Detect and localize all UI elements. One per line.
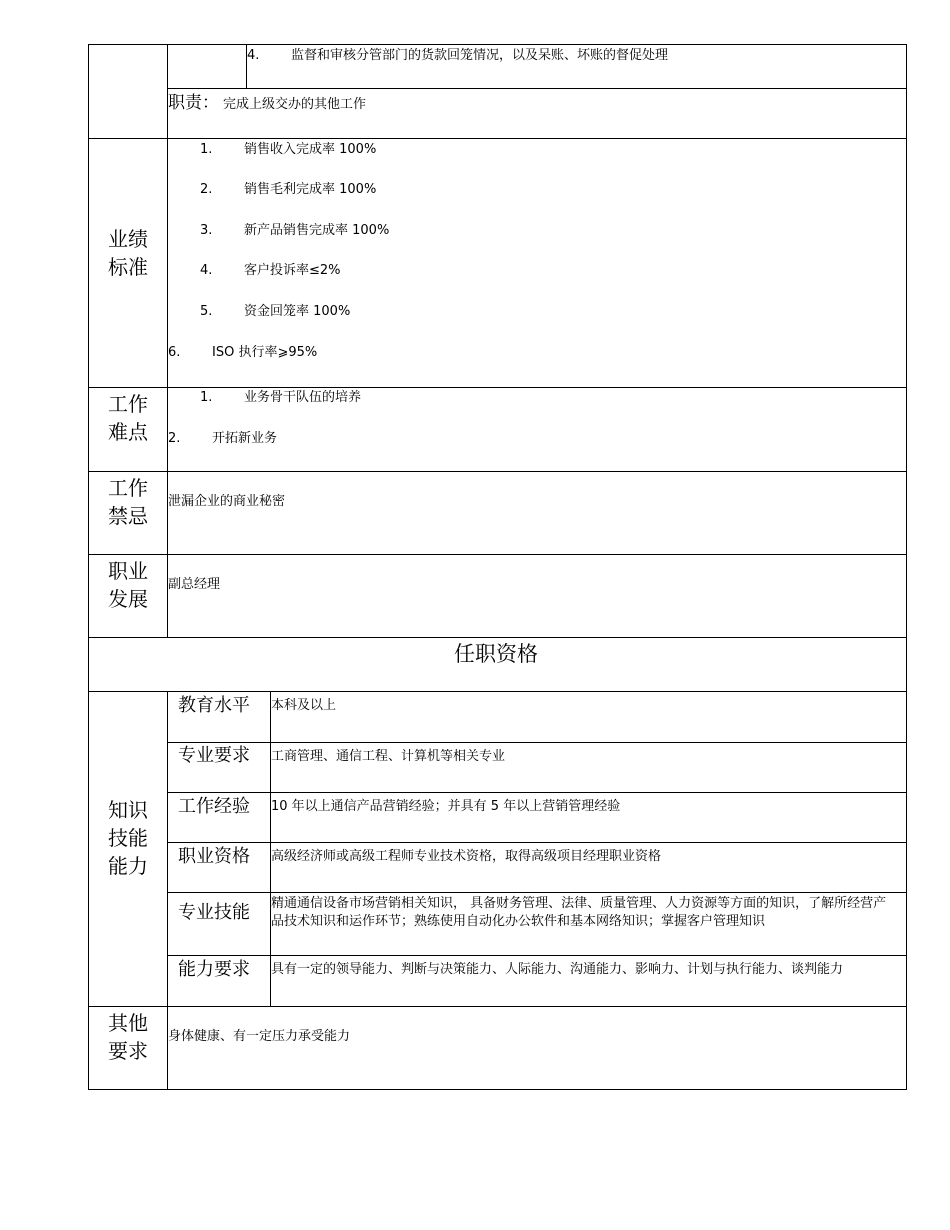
row-divider — [88, 387, 907, 388]
other-text: 身体健康、有一定压力承受能力 — [168, 1029, 351, 1044]
knowledge-row-label: 工作经验 — [178, 796, 250, 817]
row-divider — [88, 691, 907, 692]
performance-item-text: ISO 执行率⩾95% — [212, 345, 318, 360]
knowledge-row-value: 精通通信设备市场营销相关知识， 具备财务管理、法律、质量管理、人力资源等方面的知识，了解所经营产品技术知识和运作环节；熟练使用自动化办公软件和基本网络知识；掌握客户管理知识 — [271, 896, 887, 929]
performance-item-number: 6. — [168, 345, 181, 360]
row-divider — [88, 637, 907, 638]
row-divider — [88, 471, 907, 472]
performance-item-text: 资金回笼率 100% — [244, 304, 351, 319]
table-border-bottom — [88, 1089, 907, 1090]
knowledge-row-value: 高级经济师或高级工程师专业技术资格，取得高级项目经理职业资格 — [271, 849, 662, 864]
knowledge-row-label: 专业技能 — [178, 902, 250, 923]
row-divider — [167, 892, 907, 893]
performance-item-number: 2. — [200, 182, 213, 197]
row-divider — [167, 955, 907, 956]
other-header: 其他 要求 — [108, 1011, 148, 1063]
knowledge-row-value: 工商管理、通信工程、计算机等相关专业 — [271, 749, 506, 764]
knowledge-row-label: 能力要求 — [178, 959, 250, 980]
table-border-top — [88, 44, 907, 45]
performance-item-text: 销售毛利完成率 100% — [244, 182, 377, 197]
row-divider — [88, 138, 907, 139]
difficulty-item-text: 开拓新业务 — [212, 431, 278, 446]
row-divider — [88, 1006, 907, 1007]
difficulty-item-text: 业务骨干队伍的培养 — [244, 390, 362, 405]
performance-item-text: 客户投诉率≤2% — [244, 263, 341, 278]
performance-item-text: 销售收入完成率 100% — [244, 142, 377, 157]
performance-item-number: 4. — [200, 263, 213, 278]
career-text: 副总经理 — [168, 577, 221, 592]
knowledge-row-label: 职业资格 — [178, 846, 250, 867]
difficulty-item-number: 2. — [168, 431, 181, 446]
row-divider — [167, 842, 907, 843]
performance-item-number: 1. — [200, 142, 213, 157]
performance-header: 业绩 标准 — [108, 227, 148, 279]
performance-item-number: 3. — [200, 223, 213, 238]
qualification-title: 任职资格 — [454, 642, 538, 666]
row-divider — [167, 792, 907, 793]
row-divider — [167, 88, 907, 89]
duty-item-number: 4. — [247, 48, 260, 63]
knowledge-row-label: 教育水平 — [178, 695, 250, 716]
taboo-text: 泄漏企业的商业秘密 — [168, 494, 286, 509]
row-divider — [88, 554, 907, 555]
career-header: 职业 发展 — [108, 559, 148, 611]
knowledge-header: 知识 技能 能力 — [108, 798, 148, 878]
difficulty-header: 工作 难点 — [108, 392, 148, 444]
duty-other-label: 职责： — [168, 93, 219, 113]
column-divider — [167, 44, 168, 638]
table-border-right — [906, 44, 907, 1090]
duty-item-text: 监督和审核分管部门的货款回笼情况，以及呆账、坏账的督促处理 — [291, 48, 669, 63]
taboo-header: 工作 禁忌 — [108, 476, 148, 528]
knowledge-row-value: 10 年以上通信产品营销经验；并具有 5 年以上营销管理经验 — [271, 799, 621, 814]
difficulty-item-number: 1. — [200, 390, 213, 405]
knowledge-row-value: 本科及以上 — [271, 698, 337, 713]
performance-item-text: 新产品销售完成率 100% — [244, 223, 390, 238]
knowledge-row-value: 具有一定的领导能力、判断与决策能力、人际能力、沟通能力、影响力、计划与执行能力、谈判能力 — [271, 962, 844, 977]
knowledge-row-label: 专业要求 — [178, 745, 250, 766]
performance-item-number: 5. — [200, 304, 213, 319]
row-divider — [167, 742, 907, 743]
duty-other-text: 完成上级交办的其他工作 — [223, 97, 367, 112]
